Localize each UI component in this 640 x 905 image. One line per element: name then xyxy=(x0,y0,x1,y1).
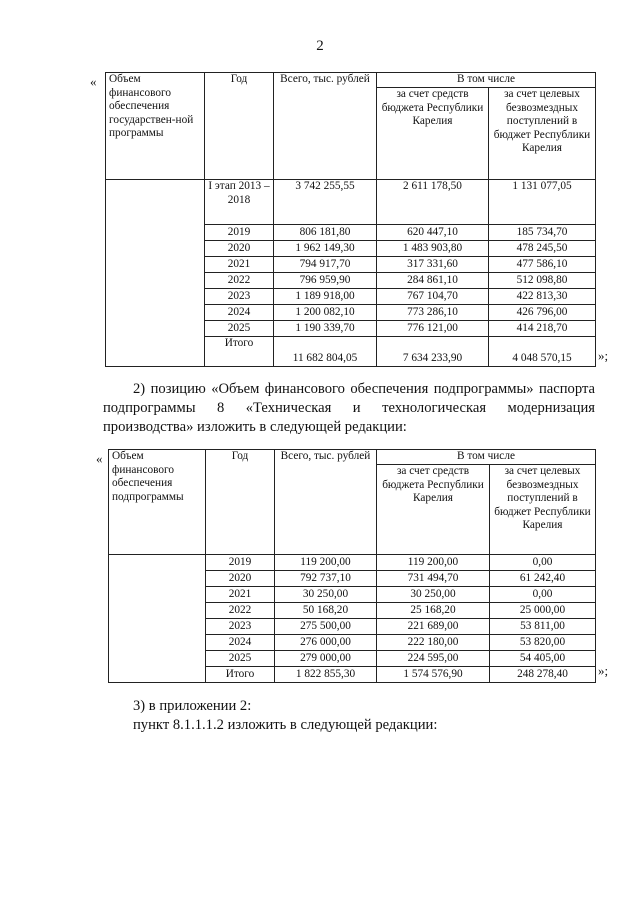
header-year: Год xyxy=(205,73,274,180)
header-year: Год xyxy=(206,450,275,555)
row-year: 2020 xyxy=(205,241,274,257)
row-budget: 7 634 233,90 xyxy=(377,337,489,367)
row-total: 1 190 339,70 xyxy=(274,321,377,337)
header-including: В том числе xyxy=(377,450,596,465)
row-total: 794 917,70 xyxy=(274,257,377,273)
row-total: 3 742 255,55 xyxy=(274,180,377,225)
row-total: 792 737,10 xyxy=(275,571,377,587)
row-budget: 776 121,00 xyxy=(377,321,489,337)
row-budget: 119 200,00 xyxy=(377,555,490,571)
row-total: 119 200,00 xyxy=(275,555,377,571)
header-volume: Объем финансового обеспечения государствен-ной программы xyxy=(106,73,205,180)
row-grants: 185 734,70 xyxy=(489,225,596,241)
quote-open: « xyxy=(90,74,97,89)
row-grants: 53 811,00 xyxy=(490,619,596,635)
row-budget: 222 180,00 xyxy=(377,635,490,651)
row-year: 2025 xyxy=(206,651,275,667)
header-including: В том числе xyxy=(377,73,596,88)
header-grants: за счет целевых безвозмездных поступлений в бюджет Республики Карелия xyxy=(489,88,596,180)
row-grants: 61 242,40 xyxy=(490,571,596,587)
row-total: 275 500,00 xyxy=(275,619,377,635)
row-budget: 224 595,00 xyxy=(377,651,490,667)
row-year: I этап 2013 – 2018 xyxy=(205,180,274,225)
row-year: 2021 xyxy=(206,587,275,603)
row-year: 2021 xyxy=(205,257,274,273)
row-total: 796 959,90 xyxy=(274,273,377,289)
row-grants: 512 098,80 xyxy=(489,273,596,289)
row-total: 11 682 804,05 xyxy=(274,337,377,367)
quote-open: « xyxy=(96,451,103,466)
row-budget: 221 689,00 xyxy=(377,619,490,635)
row-grants: 4 048 570,15 xyxy=(489,337,596,367)
row-grants: 0,00 xyxy=(490,587,596,603)
row-grants: 0,00 xyxy=(490,555,596,571)
row-year: 2023 xyxy=(205,289,274,305)
row-total: 1 189 918,00 xyxy=(274,289,377,305)
row-year: 2024 xyxy=(206,635,275,651)
row-grants: 422 813,30 xyxy=(489,289,596,305)
row-year: 2020 xyxy=(206,571,275,587)
header-volume: Объем финансового обеспечения подпрограммы xyxy=(109,450,206,555)
row-grants: 414 218,70 xyxy=(489,321,596,337)
row-total: 276 000,00 xyxy=(275,635,377,651)
row-grants: 248 278,40 xyxy=(490,667,596,683)
row-year: 2025 xyxy=(205,321,274,337)
row-grants: 426 796,00 xyxy=(489,305,596,321)
page-number: 2 xyxy=(316,38,324,54)
paragraph-item-4: пункт 8.1.1.1.2 изложить в следующей редакции: xyxy=(133,717,438,733)
row-budget: 1 483 903,80 xyxy=(377,241,489,257)
paragraph-item-2: 2) позицию «Объем финансового обеспечения подпрограммы» паспорта подпрограммы 8 «Техническая и технологическая модернизация производства» изложить в следующей редакции: xyxy=(103,381,595,435)
header-budget: за счет средств бюджета Республики Карелия xyxy=(377,465,490,555)
row-budget: 2 611 178,50 xyxy=(377,180,489,225)
quote-close: »; xyxy=(598,663,609,678)
row-budget: 1 574 576,90 xyxy=(377,667,490,683)
label-cell-empty xyxy=(109,555,206,683)
row-grants: 25 000,00 xyxy=(490,603,596,619)
row-year: 2024 xyxy=(205,305,274,321)
row-budget: 731 494,70 xyxy=(377,571,490,587)
row-total: 50 168,20 xyxy=(275,603,377,619)
row-grants: 477 586,10 xyxy=(489,257,596,273)
row-year-total: Итого xyxy=(206,667,275,683)
row-budget: 25 168,20 xyxy=(377,603,490,619)
row-grants: 53 820,00 xyxy=(490,635,596,651)
row-total: 1 822 855,30 xyxy=(275,667,377,683)
header-grants: за счет целевых безвозмездных поступлений в бюджет Республики Карелия xyxy=(490,465,596,555)
row-total: 1 200 082,10 xyxy=(274,305,377,321)
row-budget: 767 104,70 xyxy=(377,289,489,305)
financing-table-subprogram xyxy=(108,449,596,683)
label-cell-empty xyxy=(106,180,205,367)
paragraph-item-3: 3) в приложении 2: xyxy=(133,698,252,714)
row-budget: 317 331,60 xyxy=(377,257,489,273)
row-budget: 284 861,10 xyxy=(377,273,489,289)
row-year: 2019 xyxy=(206,555,275,571)
row-year: 2023 xyxy=(206,619,275,635)
row-total: 279 000,00 xyxy=(275,651,377,667)
header-budget: за счет средств бюджета Республики Карелия xyxy=(377,88,489,180)
header-total: Всего, тыс. рублей xyxy=(275,450,377,555)
financing-table-program xyxy=(105,72,596,367)
row-budget: 620 447,10 xyxy=(377,225,489,241)
row-year-total: Итого xyxy=(205,337,274,367)
header-total: Всего, тыс. рублей xyxy=(274,73,377,180)
row-grants: 1 131 077,05 xyxy=(489,180,596,225)
row-year: 2019 xyxy=(205,225,274,241)
row-total: 806 181,80 xyxy=(274,225,377,241)
row-year: 2022 xyxy=(205,273,274,289)
row-budget: 773 286,10 xyxy=(377,305,489,321)
quote-close: »; xyxy=(598,348,609,363)
row-budget: 30 250,00 xyxy=(377,587,490,603)
row-grants: 54 405,00 xyxy=(490,651,596,667)
row-total: 30 250,00 xyxy=(275,587,377,603)
row-year: 2022 xyxy=(206,603,275,619)
row-total: 1 962 149,30 xyxy=(274,241,377,257)
row-grants: 478 245,50 xyxy=(489,241,596,257)
